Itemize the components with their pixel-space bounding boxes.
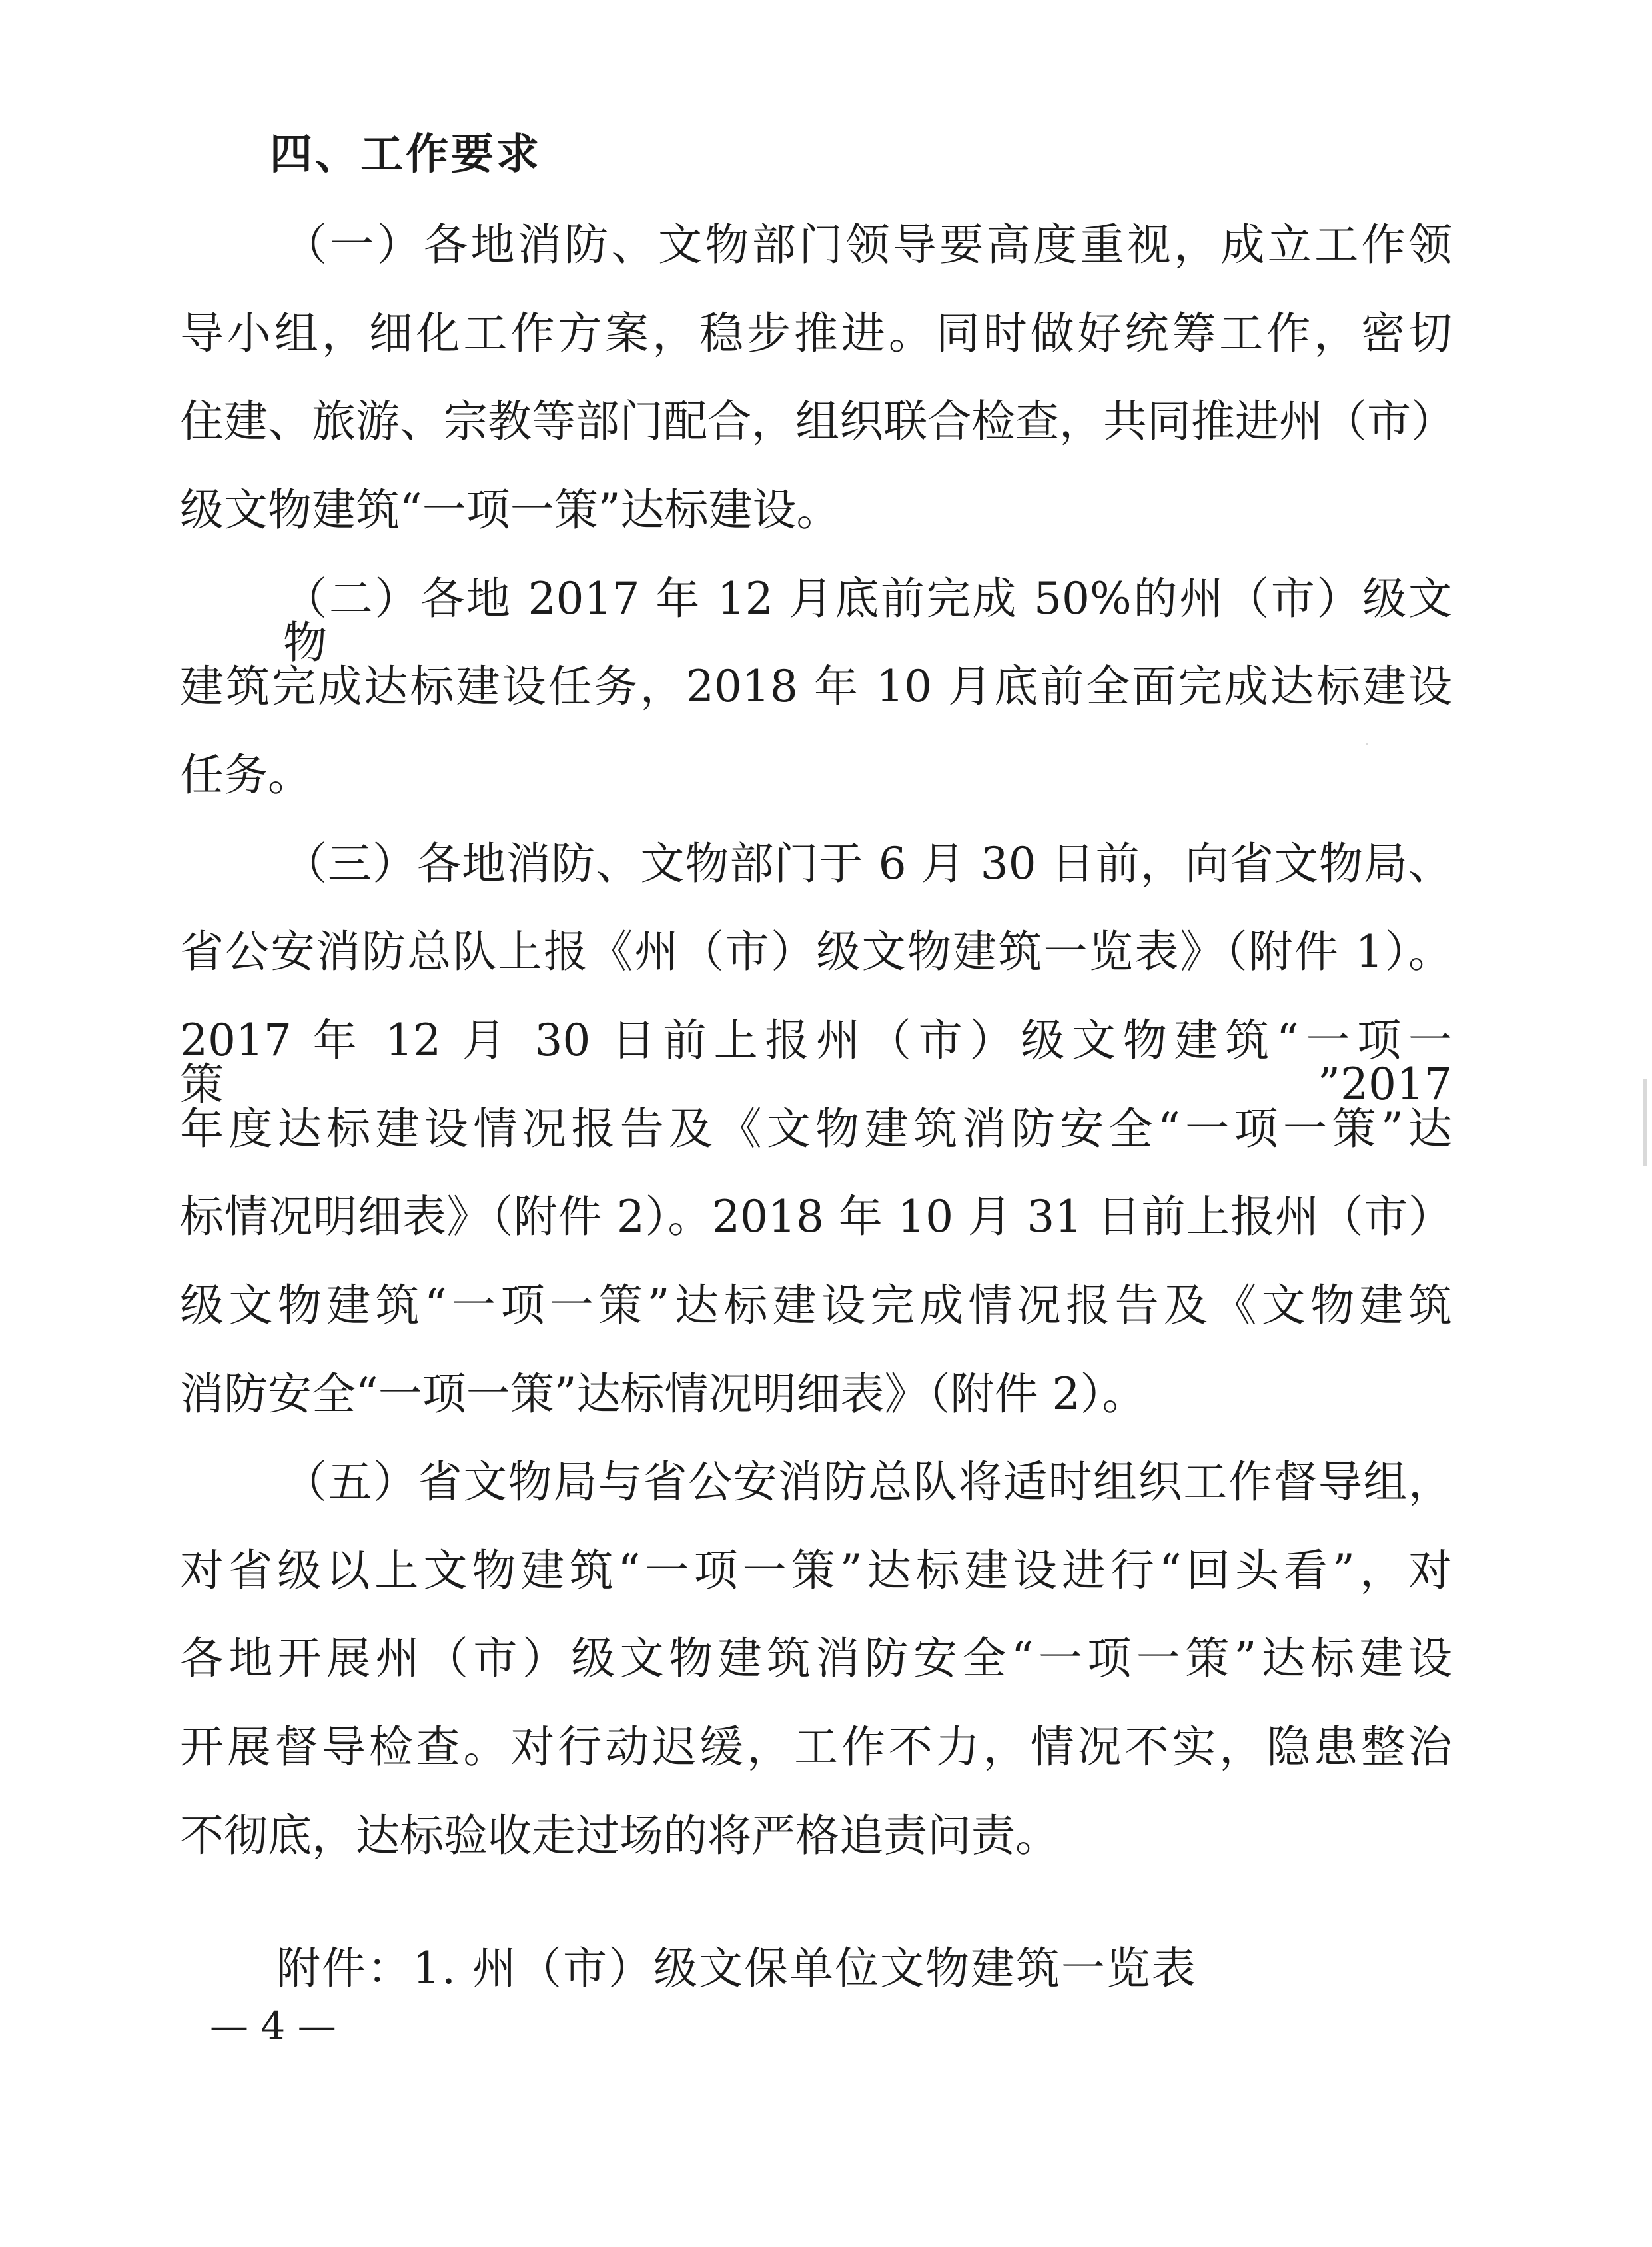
- attachment-line: 附件：1. 州（市）级文保单位文物建筑一览表: [276, 1943, 1197, 1994]
- page-number: — 4 —: [210, 2003, 336, 2048]
- scan-mark: [1643, 1079, 1647, 1166]
- paragraph-3-line-4: 年度达标建设情况报告及《文物建筑消防安全“一项一策”达: [180, 1103, 1452, 1154]
- paragraph-4-line-2: 对省级以上文物建筑“一项一策”达标建设进行“回头看”，对: [180, 1545, 1452, 1596]
- paragraph-3-line-2: 省公安消防总队上报《州（市）级文物建筑一览表》（附件 1）。: [180, 926, 1452, 977]
- paragraph-4-line-1: （五）省文物局与省公安消防总队将适时组织工作督导组，: [283, 1456, 1452, 1508]
- paragraph-4-line-5: 不彻底，达标验收走过场的将严格追责问责。: [180, 1810, 1059, 1861]
- paragraph-4-line-4: 开展督导检查。对行动迟缓，工作不力，情况不实，隐患整治: [180, 1721, 1452, 1773]
- paragraph-1-line-1: （一）各地消防、文物部门领导要高度重视，成立工作领: [283, 219, 1452, 270]
- paragraph-1-line-4: 级文物建筑“一项一策”达标建设。: [180, 484, 841, 536]
- paragraph-3-line-3: 2017 年 12 月 30 日前上报州（市）级文物建筑“一项一策”2017: [180, 1015, 1452, 1110]
- paragraph-3-line-6: 级文物建筑“一项一策”达标建设完成情况报告及《文物建筑: [180, 1280, 1452, 1331]
- paragraph-2-line-3: 任务。: [180, 749, 312, 801]
- section-heading: 四、工作要求: [270, 130, 542, 179]
- paragraph-1-line-3: 住建、旅游、宗教等部门配合，组织联合检查，共同推进州（市）: [180, 396, 1455, 447]
- paragraph-2-line-1: （二）各地 2017 年 12 月底前完成 50%的州（市）级文物: [283, 573, 1452, 668]
- scan-dot: [1366, 743, 1368, 745]
- paragraph-3-line-7: 消防安全“一项一策”达标情况明细表》（附件 2）。: [180, 1368, 1146, 1420]
- paragraph-3-line-5: 标情况明细表》（附件 2）。2018 年 10 月 31 日前上报州（市）: [180, 1191, 1452, 1242]
- paragraph-1-line-2: 导小组，细化工作方案，稳步推进。同时做好统筹工作，密切: [180, 308, 1452, 359]
- paragraph-3-line-1: （三）各地消防、文物部门于 6 月 30 日前，向省文物局、: [283, 838, 1452, 889]
- paragraph-2-line-2: 建筑完成达标建设任务，2018 年 10 月底前全面完成达标建设: [180, 661, 1452, 712]
- paragraph-4-line-3: 各地开展州（市）级文物建筑消防安全“一项一策”达标建设: [180, 1633, 1452, 1684]
